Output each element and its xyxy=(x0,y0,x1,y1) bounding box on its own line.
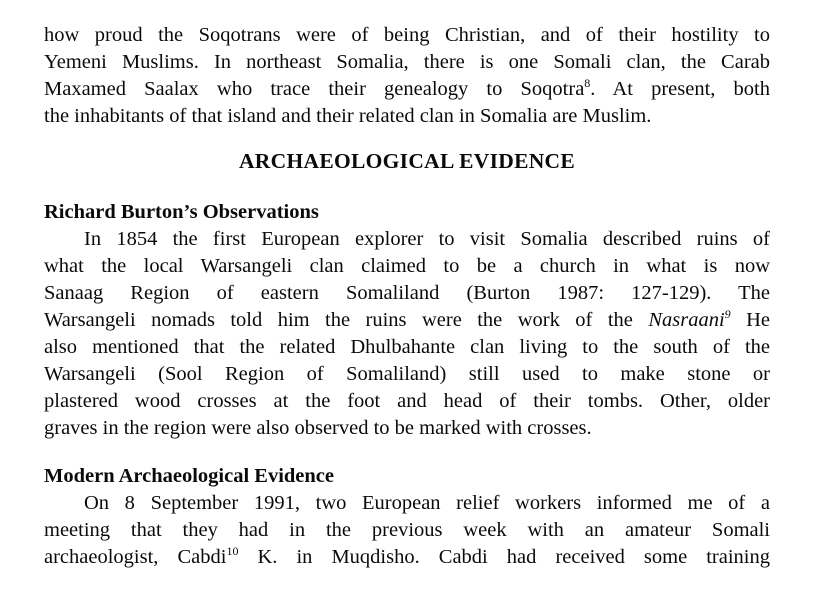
footnote-marker: 9 xyxy=(724,307,731,322)
text-line: plastered wood crosses at the foot and head of their tombs. Other, older xyxy=(44,390,770,412)
burton-paragraph xyxy=(44,226,770,442)
footnote-marker: 8 xyxy=(584,76,591,91)
italic-term: Nasraani xyxy=(648,309,725,331)
text-line xyxy=(44,544,770,571)
text-line: Yemeni Muslims. In northeast Somalia, there is one Somali clan, the Carab xyxy=(44,51,770,73)
text-run: archaeologist, Cabdi xyxy=(44,546,227,568)
subsection-heading-modern: Modern Archaeological Evidence xyxy=(44,465,335,487)
text-line: the inhabitants of that island and their related clan in Somalia are Muslim. xyxy=(44,105,652,127)
text-run: He xyxy=(730,309,770,331)
text-line xyxy=(44,76,770,103)
text-run: . At present, both xyxy=(590,78,770,100)
intro-paragraph xyxy=(44,22,770,130)
text-line: Sanaag Region of eastern Somaliland (Burton 1987: 127-129). The xyxy=(44,282,770,304)
document-page xyxy=(44,22,770,571)
subsection-heading-burton: Richard Burton’s Observations xyxy=(44,201,319,223)
text-line: how proud the Soqotrans were of being Christian, and of their hostility to xyxy=(44,24,770,46)
text-line: graves in the region were also observed to be marked with crosses. xyxy=(44,417,592,439)
text-run: Cabdi had received some training xyxy=(438,546,770,568)
text-line: In 1854 the first European explorer to visit Somalia described ruins of xyxy=(84,228,770,250)
footnote-marker: 10 xyxy=(226,544,239,559)
section-heading: ARCHAEOLOGICAL EVIDENCE xyxy=(238,149,576,173)
text-line: On 8 September 1991, two European relief workers informed me of a xyxy=(84,492,770,514)
text-line: meeting that they had in the previous week with an amateur Somali xyxy=(44,519,770,541)
text-run: K. in Muqdisho. xyxy=(238,546,439,568)
text-line xyxy=(44,307,770,334)
text-line: what the local Warsangeli clan claimed to be a church in what is now xyxy=(44,255,770,277)
text-line: also mentioned that the related Dhulbahante clan living to the south of the xyxy=(44,336,770,358)
text-run: Maxamed Saalax who trace their genealogy to Soqotra xyxy=(44,78,585,100)
modern-paragraph xyxy=(44,490,770,571)
text-run: Warsangeli nomads told him the ruins were the work of the xyxy=(44,309,649,331)
text-line: Warsangeli (Sool Region of Somaliland) still used to make stone or xyxy=(44,363,770,385)
